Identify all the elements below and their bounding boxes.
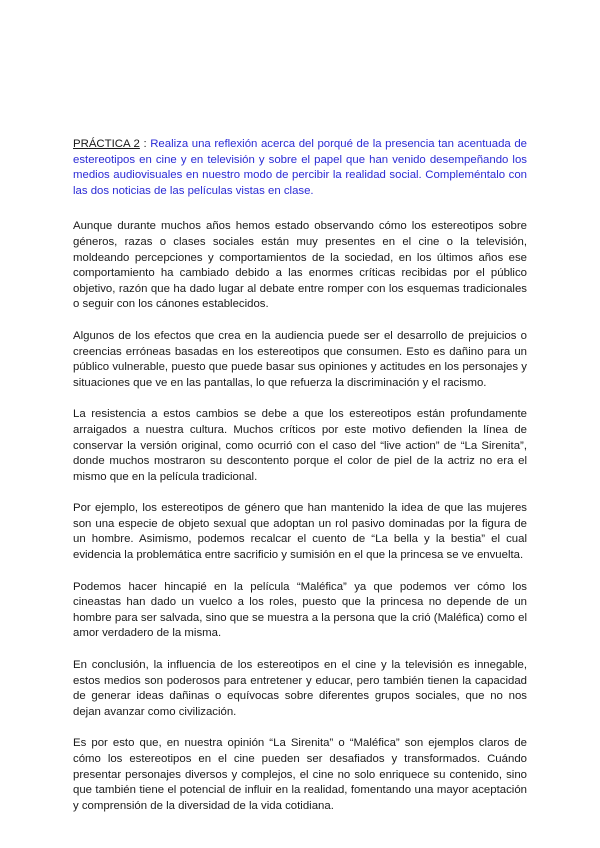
paragraph-closing: Es por esto que, en nuestra opinión “La Sirenita” o “Maléfica” son ejemplos claros de cómo los estereotipos en el cine pueden ser desafiados y transformados. Cuándo presentar personajes diversos y complejos, el cine no solo enriquece su contenido, sino que también tiene el potencial de influir en la realidad, fomentando una mayor aceptación y comprensión de la diversidad de la vida cotidiana. bbox=[73, 737, 527, 812]
task-separator: : bbox=[139, 138, 151, 150]
paragraph-intro: Aunque durante muchos años hemos estado observando cómo los estereotipos sobre géneros, razas o clases sociales están muy presentes en el cine o la televisión, moldeando percepciones y comportamientos de la sociedad, en los últimos años ese comportamiento ha cambiado debido a las enormes críticas recibidas por el público objetivo, razón que ha dado lugar al debate entre romper con los esquemas tradicionales o seguir con los cánones establecidos. bbox=[73, 220, 527, 311]
document-page bbox=[73, 137, 527, 830]
task-statement bbox=[73, 137, 527, 199]
paragraph-example: Por ejemplo, los estereotipos de género que han mantenido la idea de que las mujeres son una especie de objeto sexual que adoptan un rol pasivo dominadas por la figura de un hombre. Asimismo, podemos recalcar el cuento de “La bella y la bestia” el cual evidencia la problemática entre sacrificio y sumisión en el que la princesa se ve envuelta. bbox=[73, 502, 527, 562]
task-label: PRÁCTICA 2 bbox=[73, 138, 140, 150]
paragraph-effects: Algunos de los efectos que crea en la audiencia puede ser el desarrollo de prejuicios o creencias erróneas basadas en los estereotipos que consumen. Esto es dañino para un público vulnerable, puesto que puede basar sus opiniones y actitudes en los personajes y situaciones que ve en las pantallas, lo que refuerza la discriminación y el racismo. bbox=[73, 329, 527, 389]
paragraph-resistance: La resistencia a estos cambios se debe a que los estereotipos están profundamente arraigados a nuestra cultura. Muchos críticos por este motivo defienden la línea de conservar la versión original, como ocurrió con el caso del “live action” de “La Sirenita”, donde muchos mostraron su descontento porque el color de piel de la actriz no era el mismo que en la película tradicional. bbox=[73, 408, 527, 483]
paragraph-conclusion: En conclusión, la influencia de los estereotipos en el cine y la televisión es innegable, estos medios son poderosos para entretener y educar, pero también tienen la capacidad de generar ideas dañinas o equívocas sobre diferentes grupos sociales, que no nos dejan avanzar como civilización. bbox=[73, 659, 527, 718]
paragraph-malefica: Podemos hacer hincapié en la película “Maléfica” ya que podemos ver cómo los cineastas han dado un vuelco a los roles, puesto que la princesa no depende de un hombre para ser salvada, sino que se muestra a la persona que la crió (Maléfica) como el amor verdadero de la misma. bbox=[73, 580, 527, 640]
task-text: Realiza una reflexión acerca del porqué de la presencia tan acentuada de estereotipos en cine y en televisión y sobre el papel que han venido desempeñando los medios audiovisuales en nuestro modo de percibir la realidad social. Compleméntalo con las dos noticias de las películas vistas en clase. bbox=[73, 138, 527, 197]
